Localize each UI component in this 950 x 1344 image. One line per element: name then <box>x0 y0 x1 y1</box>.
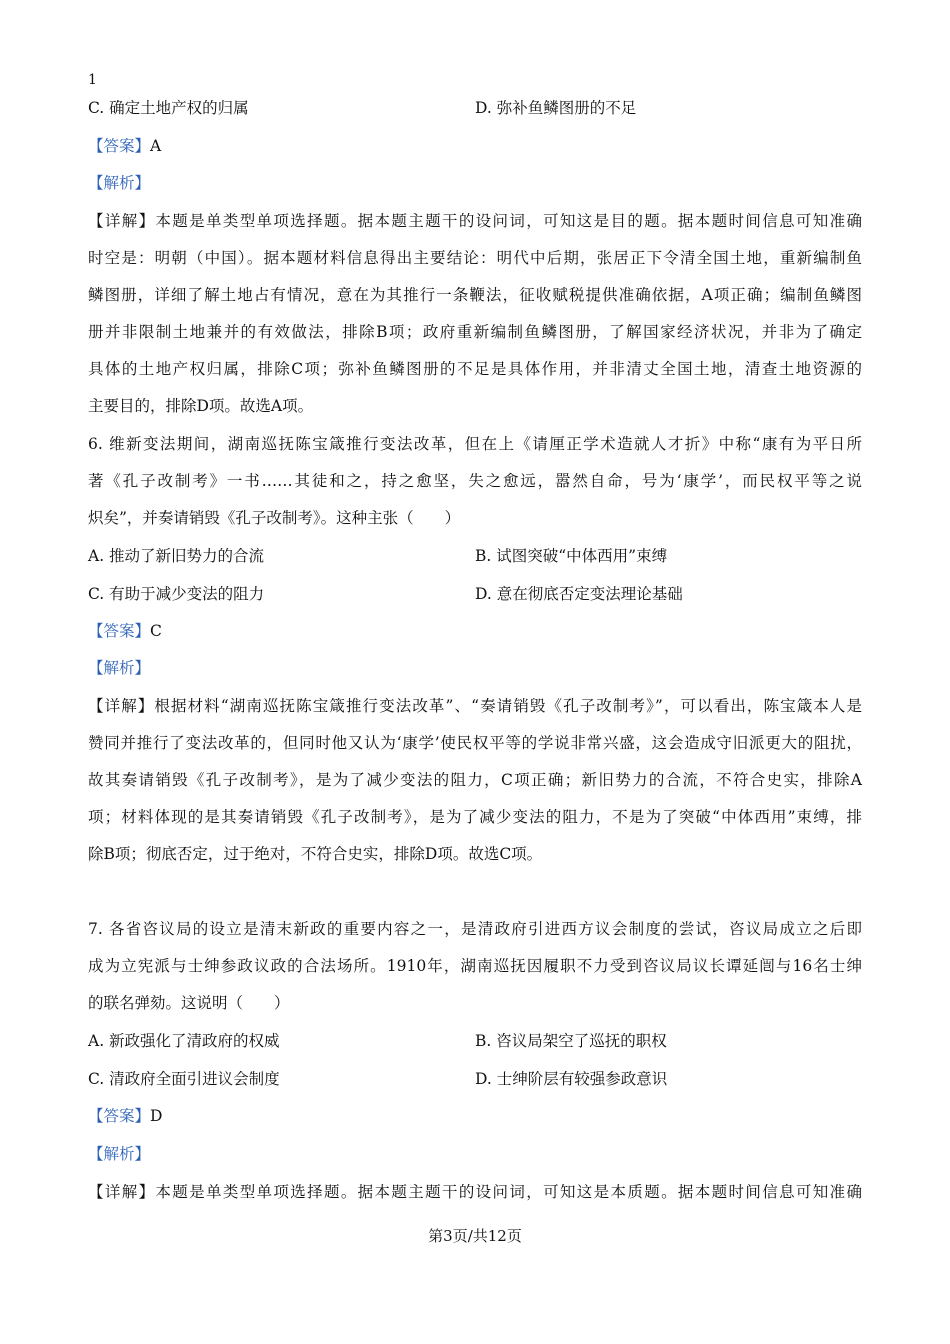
q5-detail-line: 主要目的，排除D项。故选A项。 <box>88 397 314 415</box>
q5-detail-line: 时空是：明朝（中国）。据本题材料信息得出主要结论：明代中后期，张居正下令清全国土地，重新编制鱼 <box>88 249 862 267</box>
q6-stem-line: 著《孔子改制考》一书……其徒和之，持之愈坚，失之愈远，嚣然自命，号为‘康学’，而民权平等之说 <box>88 472 862 490</box>
answer-value: D <box>150 1107 163 1125</box>
answer-label: 【答案】 <box>88 137 151 155</box>
q6-detail-line: 项；材料体现的是其奏请销毁《孔子改制考》，是为了减少变法的阻力，不是为了突破“中体西用”束缚，排 <box>88 808 862 826</box>
q7-option-c: C. 清政府全面引进议会制度 <box>88 1070 280 1088</box>
q6-option-c: C. 有助于减少变法的阻力 <box>88 585 265 603</box>
q6-stem-line: 炽矣”，并奏请销毁《孔子改制考》。这种主张（ ） <box>88 509 461 527</box>
q7-detail-line: 【详解】本题是单类型单项选择题。据本题主题干的设问词，可知这是本质题。据本题时间信息可知准确 <box>88 1183 862 1201</box>
q5-detail-line: 鳞图册，详细了解土地占有情况，意在为其推行一条鞭法，征收赋税提供准确依据，A项正确；编制鱼鳞图 <box>88 286 862 304</box>
q5-detail-line: 【详解】本题是单类型单项选择题。据本题主题干的设问词，可知这是目的题。据本题时间信息可知准确 <box>88 212 862 230</box>
q5-answer <box>88 136 161 156</box>
q5-option-d: D. 弥补鱼鳞图册的不足 <box>475 99 637 117</box>
q6-answer <box>88 621 162 641</box>
q7-stem-line: 成为立宪派与士绅参政议政的合法场所。1910年，湖南巡抚因履职不力受到咨议局议长谭延闿与16名士绅 <box>88 957 862 975</box>
answer-value: A <box>150 137 162 155</box>
q7-answer <box>88 1106 162 1126</box>
q6-detail-line: 除B项；彻底否定，过于绝对，不符合史实，排除D项。故选C项。 <box>88 845 543 863</box>
q7-stem-line: 的联名弹劾。这说明（ ） <box>88 994 290 1012</box>
q6-option-d: D. 意在彻底否定变法理论基础 <box>475 585 683 603</box>
q7-option-b: B. 咨议局架空了巡抚的职权 <box>475 1032 667 1050</box>
q6-option-a: A. 推动了新旧势力的合流 <box>88 547 265 565</box>
page-number-top: 1 <box>88 72 97 88</box>
answer-label: 【答案】 <box>88 622 151 640</box>
q6-stem-line: 6. 维新变法期间，湖南巡抚陈宝箴推行变法改革，但在上《请厘正学术造就人才折》中称“康有为平日所 <box>88 435 862 453</box>
q5-option-c: C. 确定土地产权的归属 <box>88 99 249 117</box>
q6-detail-line: 赞同并推行了变法改革的，但同时他又认为‘康学’使民权平等的学说非常兴盛，这会造成守旧派更大的阻扰， <box>88 734 862 752</box>
q7-option-a: A. 新政强化了清政府的权威 <box>88 1032 280 1050</box>
page-footer: 第3页/共12页 <box>428 1227 522 1245</box>
q5-analysis-label: 【解析】 <box>88 174 151 192</box>
answer-value: C <box>150 622 162 640</box>
answer-label: 【答案】 <box>88 1107 151 1125</box>
q7-stem-line: 7. 各省咨议局的设立是清末新政的重要内容之一，是清政府引进西方议会制度的尝试，咨议局成立之后即 <box>88 920 862 938</box>
q7-analysis-label: 【解析】 <box>88 1145 151 1163</box>
q6-option-b: B. 试图突破“中体西用”束缚 <box>475 547 668 565</box>
q6-analysis-label: 【解析】 <box>88 659 151 677</box>
q5-detail-line: 册并非限制土地兼并的有效做法，排除B项；政府重新编制鱼鳞图册，了解国家经济状况，并非为了确定 <box>88 323 862 341</box>
q5-detail-line: 具体的土地产权归属，排除C项；弥补鱼鳞图册的不足是具体作用，并非清丈全国土地，清查土地资源的 <box>88 360 862 378</box>
q6-detail-line: 故其奏请销毁《孔子改制考》，是为了减少变法的阻力，C项正确；新旧势力的合流，不符合史实，排除A <box>88 771 862 789</box>
q6-detail-line: 【详解】根据材料“湖南巡抚陈宝箴推行变法改革”、“奏请销毁《孔子改制考》”，可以看出，陈宝箴本人是 <box>88 697 862 715</box>
q7-option-d: D. 士绅阶层有较强参政意识 <box>475 1070 668 1088</box>
